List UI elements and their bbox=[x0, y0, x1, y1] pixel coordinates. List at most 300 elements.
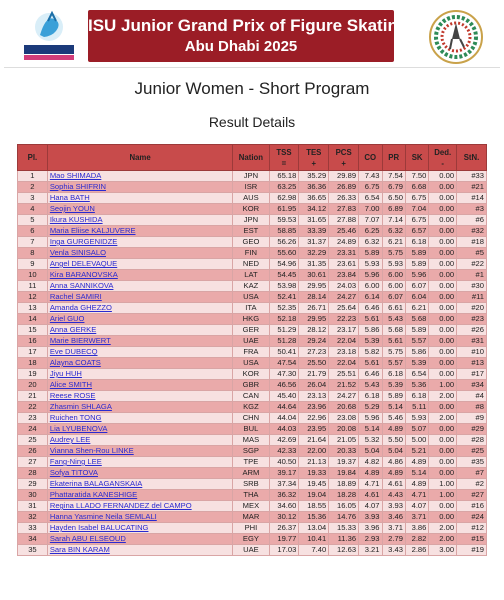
nation-cell: THA bbox=[233, 490, 269, 501]
sk-cell: 5.14 bbox=[405, 468, 428, 479]
skater-name-cell bbox=[47, 303, 232, 314]
pr-cell: 4.43 bbox=[382, 490, 405, 501]
skater-name-link[interactable]: Marie BIERWERT bbox=[49, 336, 111, 345]
table-row bbox=[18, 237, 487, 248]
nation-cell: ARM bbox=[233, 468, 269, 479]
deductions-cell: 0.00 bbox=[429, 237, 457, 248]
skater-name-cell bbox=[47, 490, 232, 501]
pr-cell: 5.14 bbox=[382, 402, 405, 413]
sk-cell: 5.89 bbox=[405, 248, 428, 259]
pr-cell: 6.07 bbox=[382, 292, 405, 303]
starting-number-cell: #2 bbox=[457, 479, 487, 490]
sk-cell: 2.82 bbox=[405, 534, 428, 545]
sk-cell: 6.54 bbox=[405, 369, 428, 380]
nation-cell: BUL bbox=[233, 424, 269, 435]
skater-name-link[interactable]: Venla SINISALO bbox=[49, 248, 106, 257]
skater-name-link[interactable]: Inga GURGENIDZE bbox=[49, 237, 118, 246]
place-cell: 17 bbox=[18, 347, 48, 358]
table-row bbox=[18, 380, 487, 391]
nation-cell: SGP bbox=[233, 446, 269, 457]
tss-cell: 65.18 bbox=[269, 171, 299, 182]
tes-cell: 15.36 bbox=[299, 512, 329, 523]
co-cell: 2.93 bbox=[359, 534, 382, 545]
skater-name-cell bbox=[47, 270, 232, 281]
place-cell: 21 bbox=[18, 391, 48, 402]
skater-name-link[interactable]: Audrey LEE bbox=[49, 435, 91, 444]
deductions-cell: 0.00 bbox=[429, 402, 457, 413]
place-cell: 34 bbox=[18, 534, 48, 545]
table-row bbox=[18, 512, 487, 523]
deductions-cell: 0.00 bbox=[429, 369, 457, 380]
skater-name-cell bbox=[47, 380, 232, 391]
skater-name-cell bbox=[47, 512, 232, 523]
co-cell: 4.71 bbox=[359, 479, 382, 490]
sk-cell: 5.93 bbox=[405, 413, 428, 424]
pcs-cell: 20.33 bbox=[329, 446, 359, 457]
starting-number-cell: #33 bbox=[457, 171, 487, 182]
pcs-cell: 24.27 bbox=[329, 292, 359, 303]
column-header-pcs: PCS + bbox=[329, 145, 359, 171]
co-cell: 6.32 bbox=[359, 237, 382, 248]
skater-name-link[interactable]: Sophia SHIFRIN bbox=[49, 182, 106, 191]
table-row bbox=[18, 479, 487, 490]
deductions-cell: 0.00 bbox=[429, 501, 457, 512]
skater-name-cell bbox=[47, 446, 232, 457]
skater-name-link[interactable]: Maria Eliise KALJUVERE bbox=[49, 226, 136, 235]
nation-cell: USA bbox=[233, 292, 269, 303]
sk-cell: 6.07 bbox=[405, 281, 428, 292]
tss-cell: 44.04 bbox=[269, 413, 299, 424]
skater-name-cell bbox=[47, 314, 232, 325]
deductions-cell: 0.00 bbox=[429, 292, 457, 303]
deductions-cell: 0.00 bbox=[429, 435, 457, 446]
skater-name-cell bbox=[47, 391, 232, 402]
pr-cell: 5.57 bbox=[382, 358, 405, 369]
pcs-cell: 22.04 bbox=[329, 358, 359, 369]
skater-name-cell bbox=[47, 479, 232, 490]
pr-cell: 5.75 bbox=[382, 248, 405, 259]
pr-cell: 5.46 bbox=[382, 413, 405, 424]
skater-name-cell bbox=[47, 325, 232, 336]
table-row bbox=[18, 281, 487, 292]
tes-cell: 31.37 bbox=[299, 237, 329, 248]
skater-name-cell bbox=[47, 534, 232, 545]
starting-number-cell: #20 bbox=[457, 303, 487, 314]
tes-cell: 29.95 bbox=[299, 281, 329, 292]
starting-number-cell: #31 bbox=[457, 336, 487, 347]
table-row bbox=[18, 534, 487, 545]
co-cell: 5.96 bbox=[359, 270, 382, 281]
skater-name-cell bbox=[47, 204, 232, 215]
deductions-cell: 0.00 bbox=[429, 204, 457, 215]
deductions-cell: 0.00 bbox=[429, 358, 457, 369]
skater-name-cell bbox=[47, 347, 232, 358]
place-cell: 32 bbox=[18, 512, 48, 523]
tss-cell: 42.33 bbox=[269, 446, 299, 457]
table-row bbox=[18, 468, 487, 479]
skater-name-link[interactable]: Sarah ABU ELSEOUD bbox=[49, 534, 126, 543]
nation-cell: FRA bbox=[233, 347, 269, 358]
place-cell: 2 bbox=[18, 182, 48, 193]
tss-cell: 37.34 bbox=[269, 479, 299, 490]
pcs-cell: 19.84 bbox=[329, 468, 359, 479]
starting-number-cell: #21 bbox=[457, 182, 487, 193]
pcs-cell: 22.04 bbox=[329, 336, 359, 347]
results-body bbox=[18, 171, 487, 556]
table-row bbox=[18, 226, 487, 237]
co-cell: 6.46 bbox=[359, 303, 382, 314]
nation-cell: FIN bbox=[233, 248, 269, 259]
column-header-sk: SK bbox=[405, 145, 428, 171]
starting-number-cell: #18 bbox=[457, 237, 487, 248]
section-title: Result Details bbox=[208, 114, 296, 130]
tss-cell: 19.77 bbox=[269, 534, 299, 545]
tss-cell: 26.37 bbox=[269, 523, 299, 534]
sk-cell: 6.21 bbox=[405, 303, 428, 314]
starting-number-cell: #12 bbox=[457, 523, 487, 534]
nation-cell: EST bbox=[233, 226, 269, 237]
pcs-cell: 23.84 bbox=[329, 270, 359, 281]
co-cell: 5.61 bbox=[359, 314, 382, 325]
starting-number-cell: #14 bbox=[457, 193, 487, 204]
sk-cell: 4.89 bbox=[405, 479, 428, 490]
starting-number-cell: #10 bbox=[457, 347, 487, 358]
starting-number-cell: #6 bbox=[457, 215, 487, 226]
skater-name-link[interactable]: Sara BIN KARAM bbox=[49, 545, 110, 554]
column-header-name: Name bbox=[47, 145, 232, 171]
pcs-cell: 27.88 bbox=[329, 215, 359, 226]
co-cell: 3.93 bbox=[359, 512, 382, 523]
skater-name-link[interactable]: Fang-Ning LEE bbox=[49, 457, 102, 466]
skater-name-link[interactable]: Angel DELEVAQUE bbox=[49, 259, 118, 268]
tes-cell: 28.14 bbox=[299, 292, 329, 303]
place-cell: 19 bbox=[18, 369, 48, 380]
tes-cell: 23.95 bbox=[299, 424, 329, 435]
co-cell: 7.00 bbox=[359, 204, 382, 215]
skater-name-link[interactable]: Hana BATH bbox=[49, 193, 90, 202]
skater-name-cell bbox=[47, 435, 232, 446]
tes-cell: 7.40 bbox=[299, 545, 329, 556]
tes-cell: 27.23 bbox=[299, 347, 329, 358]
skater-name-link[interactable]: Alayna COATS bbox=[49, 358, 101, 367]
deductions-cell: 0.00 bbox=[429, 468, 457, 479]
banner-title: ISU Junior Grand Prix of Figure Skating bbox=[88, 16, 409, 35]
tss-cell: 56.26 bbox=[269, 237, 299, 248]
skater-name-cell bbox=[47, 226, 232, 237]
tes-cell: 36.36 bbox=[299, 182, 329, 193]
column-header-starting-number: StN. bbox=[457, 145, 487, 171]
banner-title-box bbox=[88, 10, 409, 62]
pcs-cell: 21.52 bbox=[329, 380, 359, 391]
place-cell: 30 bbox=[18, 490, 48, 501]
pr-cell: 5.68 bbox=[382, 325, 405, 336]
pr-cell: 3.71 bbox=[382, 523, 405, 534]
co-cell: 5.93 bbox=[359, 259, 382, 270]
results-table bbox=[17, 144, 487, 556]
pcs-cell: 23.18 bbox=[329, 347, 359, 358]
tss-cell: 53.98 bbox=[269, 281, 299, 292]
tes-cell: 30.61 bbox=[299, 270, 329, 281]
deductions-cell: 0.00 bbox=[429, 248, 457, 259]
pcs-cell: 14.76 bbox=[329, 512, 359, 523]
skater-name-link[interactable]: Ruichen TONG bbox=[49, 413, 102, 422]
pcs-cell: 29.89 bbox=[329, 171, 359, 182]
tss-cell: 39.17 bbox=[269, 468, 299, 479]
skater-name-cell bbox=[47, 336, 232, 347]
pr-cell: 5.89 bbox=[382, 391, 405, 402]
skater-name-link[interactable]: Anna GERKE bbox=[49, 325, 97, 334]
table-row bbox=[18, 402, 487, 413]
place-cell: 23 bbox=[18, 413, 48, 424]
place-cell: 31 bbox=[18, 501, 48, 512]
nation-cell: MEX bbox=[233, 501, 269, 512]
skater-name-link[interactable]: Vianna Shen-Rou LINKE bbox=[49, 446, 134, 455]
skater-name-link[interactable]: Ariel GUO bbox=[49, 314, 85, 323]
co-cell: 6.46 bbox=[359, 369, 382, 380]
skater-name-cell bbox=[47, 292, 232, 303]
pr-cell: 7.54 bbox=[382, 171, 405, 182]
starting-number-cell: #25 bbox=[457, 446, 487, 457]
skater-name-link[interactable]: Phattaratida KANESHIGE bbox=[49, 490, 138, 499]
starting-number-cell: #16 bbox=[457, 501, 487, 512]
co-cell: 4.61 bbox=[359, 490, 382, 501]
pr-cell: 5.39 bbox=[382, 380, 405, 391]
skater-name-link[interactable]: Mao SHIMADA bbox=[49, 171, 102, 180]
tes-cell: 10.41 bbox=[299, 534, 329, 545]
skater-name-link[interactable]: Zhasmin SHLAGA bbox=[49, 402, 112, 411]
skater-name-link[interactable]: Rachel SAMIRI bbox=[49, 292, 102, 301]
table-row bbox=[18, 501, 487, 512]
skater-name-cell bbox=[47, 501, 232, 512]
tss-cell: 34.60 bbox=[269, 501, 299, 512]
pcs-cell: 25.46 bbox=[329, 226, 359, 237]
sk-cell: 4.71 bbox=[405, 490, 428, 501]
sk-cell: 6.04 bbox=[405, 292, 428, 303]
pcs-cell: 20.08 bbox=[329, 424, 359, 435]
tss-cell: 46.56 bbox=[269, 380, 299, 391]
tss-cell: 50.41 bbox=[269, 347, 299, 358]
co-cell: 6.54 bbox=[359, 193, 382, 204]
table-row bbox=[18, 314, 487, 325]
nation-cell: NED bbox=[233, 259, 269, 270]
place-cell: 3 bbox=[18, 193, 48, 204]
pr-cell: 6.00 bbox=[382, 281, 405, 292]
place-cell: 9 bbox=[18, 259, 48, 270]
pr-cell: 4.86 bbox=[382, 457, 405, 468]
pcs-cell: 23.61 bbox=[329, 259, 359, 270]
place-cell: 8 bbox=[18, 248, 48, 259]
tes-cell: 18.55 bbox=[299, 501, 329, 512]
pr-cell: 6.79 bbox=[382, 182, 405, 193]
pcs-cell: 22.23 bbox=[329, 314, 359, 325]
sk-cell: 5.68 bbox=[405, 314, 428, 325]
table-row bbox=[18, 292, 487, 303]
pr-cell: 2.79 bbox=[382, 534, 405, 545]
pr-cell: 4.89 bbox=[382, 424, 405, 435]
skater-name-link[interactable]: Ekaterina BALAGANSKAIA bbox=[49, 479, 143, 488]
deductions-cell: 0.00 bbox=[429, 182, 457, 193]
sk-cell: 6.75 bbox=[405, 215, 428, 226]
nation-cell: KGZ bbox=[233, 402, 269, 413]
tes-cell: 32.29 bbox=[299, 248, 329, 259]
skater-name-link[interactable]: Kira BARANOVSKA bbox=[49, 270, 118, 279]
deductions-cell: 0.00 bbox=[429, 424, 457, 435]
pr-cell: 6.50 bbox=[382, 193, 405, 204]
tes-cell: 21.13 bbox=[299, 457, 329, 468]
tss-cell: 44.03 bbox=[269, 424, 299, 435]
co-cell: 5.14 bbox=[359, 424, 382, 435]
tss-cell: 59.53 bbox=[269, 215, 299, 226]
pcs-cell: 26.33 bbox=[329, 193, 359, 204]
table-row bbox=[18, 336, 487, 347]
co-cell: 5.61 bbox=[359, 358, 382, 369]
tes-cell: 21.79 bbox=[299, 369, 329, 380]
table-row bbox=[18, 413, 487, 424]
deductions-cell: 1.00 bbox=[429, 490, 457, 501]
skater-name-link[interactable]: Eve DUBECQ bbox=[49, 347, 98, 356]
nation-cell: ISR bbox=[233, 182, 269, 193]
place-cell: 10 bbox=[18, 270, 48, 281]
tss-cell: 47.30 bbox=[269, 369, 299, 380]
starting-number-cell: #1 bbox=[457, 270, 487, 281]
sk-cell: 5.00 bbox=[405, 435, 428, 446]
co-cell: 5.29 bbox=[359, 402, 382, 413]
tss-cell: 52.18 bbox=[269, 314, 299, 325]
pcs-cell: 16.05 bbox=[329, 501, 359, 512]
pr-cell: 5.43 bbox=[382, 314, 405, 325]
skater-name-link[interactable]: Ikura KUSHIDA bbox=[49, 215, 103, 224]
table-row bbox=[18, 358, 487, 369]
pcs-cell: 20.68 bbox=[329, 402, 359, 413]
pr-cell: 6.18 bbox=[382, 369, 405, 380]
pcs-cell: 18.89 bbox=[329, 479, 359, 490]
place-cell: 7 bbox=[18, 237, 48, 248]
tss-cell: 55.60 bbox=[269, 248, 299, 259]
nation-cell: CAN bbox=[233, 391, 269, 402]
table-row bbox=[18, 435, 487, 446]
deductions-cell: 0.00 bbox=[429, 347, 457, 358]
tes-cell: 34.12 bbox=[299, 204, 329, 215]
co-cell: 5.96 bbox=[359, 413, 382, 424]
sk-cell: 5.96 bbox=[405, 270, 428, 281]
skater-name-link[interactable]: Seojin YOUN bbox=[49, 204, 95, 213]
pr-cell: 5.61 bbox=[382, 336, 405, 347]
starting-number-cell: #24 bbox=[457, 512, 487, 523]
pcs-cell: 11.36 bbox=[329, 534, 359, 545]
nation-cell: JPN bbox=[233, 215, 269, 226]
skater-name-cell bbox=[47, 259, 232, 270]
skater-name-link[interactable]: Lia LYUBENOVA bbox=[49, 424, 108, 433]
place-cell: 13 bbox=[18, 303, 48, 314]
skater-name-link[interactable]: Hanna Yasmine Neila SEMLALI bbox=[49, 512, 157, 521]
pcs-cell: 23.17 bbox=[329, 325, 359, 336]
table-row bbox=[18, 545, 487, 556]
nation-cell: GEO bbox=[233, 237, 269, 248]
skater-name-link[interactable]: Jiyu HUH bbox=[49, 369, 82, 378]
tss-cell: 52.41 bbox=[269, 292, 299, 303]
skater-name-cell bbox=[47, 215, 232, 226]
skater-name-link[interactable]: Regina LLADO FERNANDEZ del CAMPO bbox=[49, 501, 192, 510]
skater-name-cell bbox=[47, 545, 232, 556]
starting-number-cell: #22 bbox=[457, 259, 487, 270]
tes-cell: 35.29 bbox=[299, 171, 329, 182]
column-header-nation: Nation bbox=[233, 145, 269, 171]
column-header-place: Pl. bbox=[18, 145, 48, 171]
starting-number-cell: #35 bbox=[457, 457, 487, 468]
sk-cell: 5.89 bbox=[405, 325, 428, 336]
nation-cell: UAE bbox=[233, 336, 269, 347]
table-row bbox=[18, 490, 487, 501]
skater-name-cell bbox=[47, 413, 232, 424]
column-header-co: CO bbox=[359, 145, 382, 171]
co-cell: 6.00 bbox=[359, 281, 382, 292]
column-header-pr: PR bbox=[382, 145, 405, 171]
table-row bbox=[18, 303, 487, 314]
place-cell: 15 bbox=[18, 325, 48, 336]
skater-name-link[interactable]: Reese ROSE bbox=[49, 391, 96, 400]
deductions-cell: 0.00 bbox=[429, 281, 457, 292]
table-row bbox=[18, 182, 487, 193]
table-row bbox=[18, 215, 487, 226]
place-cell: 26 bbox=[18, 446, 48, 457]
skater-name-link[interactable]: Anna SANNIKOVA bbox=[49, 281, 114, 290]
place-cell: 25 bbox=[18, 435, 48, 446]
sk-cell: 6.57 bbox=[405, 226, 428, 237]
starting-number-cell: #7 bbox=[457, 468, 487, 479]
skater-name-cell bbox=[47, 248, 232, 259]
pr-cell: 7.14 bbox=[382, 215, 405, 226]
sk-cell: 3.86 bbox=[405, 523, 428, 534]
deductions-cell: 3.00 bbox=[429, 545, 457, 556]
co-cell: 7.43 bbox=[359, 171, 382, 182]
tes-cell: 28.12 bbox=[299, 325, 329, 336]
tes-cell: 29.95 bbox=[299, 314, 329, 325]
table-row bbox=[18, 369, 487, 380]
event-title: Junior Women - Short Program bbox=[134, 79, 370, 98]
tss-cell: 63.25 bbox=[269, 182, 299, 193]
nation-cell: ITA bbox=[233, 303, 269, 314]
place-cell: 16 bbox=[18, 336, 48, 347]
sk-cell: 6.75 bbox=[405, 193, 428, 204]
place-cell: 35 bbox=[18, 545, 48, 556]
skater-name-link[interactable]: Sofya TITOVA bbox=[49, 468, 98, 477]
nation-cell: GBR bbox=[233, 380, 269, 391]
sk-cell: 3.71 bbox=[405, 512, 428, 523]
skater-name-link[interactable]: Alice SMITH bbox=[49, 380, 93, 389]
sk-cell: 5.57 bbox=[405, 336, 428, 347]
nation-cell: SRB bbox=[233, 479, 269, 490]
tes-cell: 29.24 bbox=[299, 336, 329, 347]
skater-name-cell bbox=[47, 171, 232, 182]
tes-cell: 23.13 bbox=[299, 391, 329, 402]
deductions-cell: 2.00 bbox=[429, 391, 457, 402]
deductions-cell: 0.00 bbox=[429, 512, 457, 523]
pr-cell: 4.89 bbox=[382, 468, 405, 479]
skater-name-link[interactable]: Hayden Isabel BALUCATING bbox=[49, 523, 149, 532]
deductions-cell: 0.00 bbox=[429, 314, 457, 325]
skater-emblem-logo bbox=[428, 9, 484, 65]
co-cell: 6.18 bbox=[359, 391, 382, 402]
nation-cell: EGY bbox=[233, 534, 269, 545]
pr-cell: 6.00 bbox=[382, 270, 405, 281]
place-cell: 33 bbox=[18, 523, 48, 534]
tes-cell: 26.71 bbox=[299, 303, 329, 314]
pcs-cell: 18.28 bbox=[329, 490, 359, 501]
starting-number-cell: #34 bbox=[457, 380, 487, 391]
skater-name-link[interactable]: Amanda GHEZZO bbox=[49, 303, 112, 312]
nation-cell: KOR bbox=[233, 369, 269, 380]
pr-cell: 5.93 bbox=[382, 259, 405, 270]
